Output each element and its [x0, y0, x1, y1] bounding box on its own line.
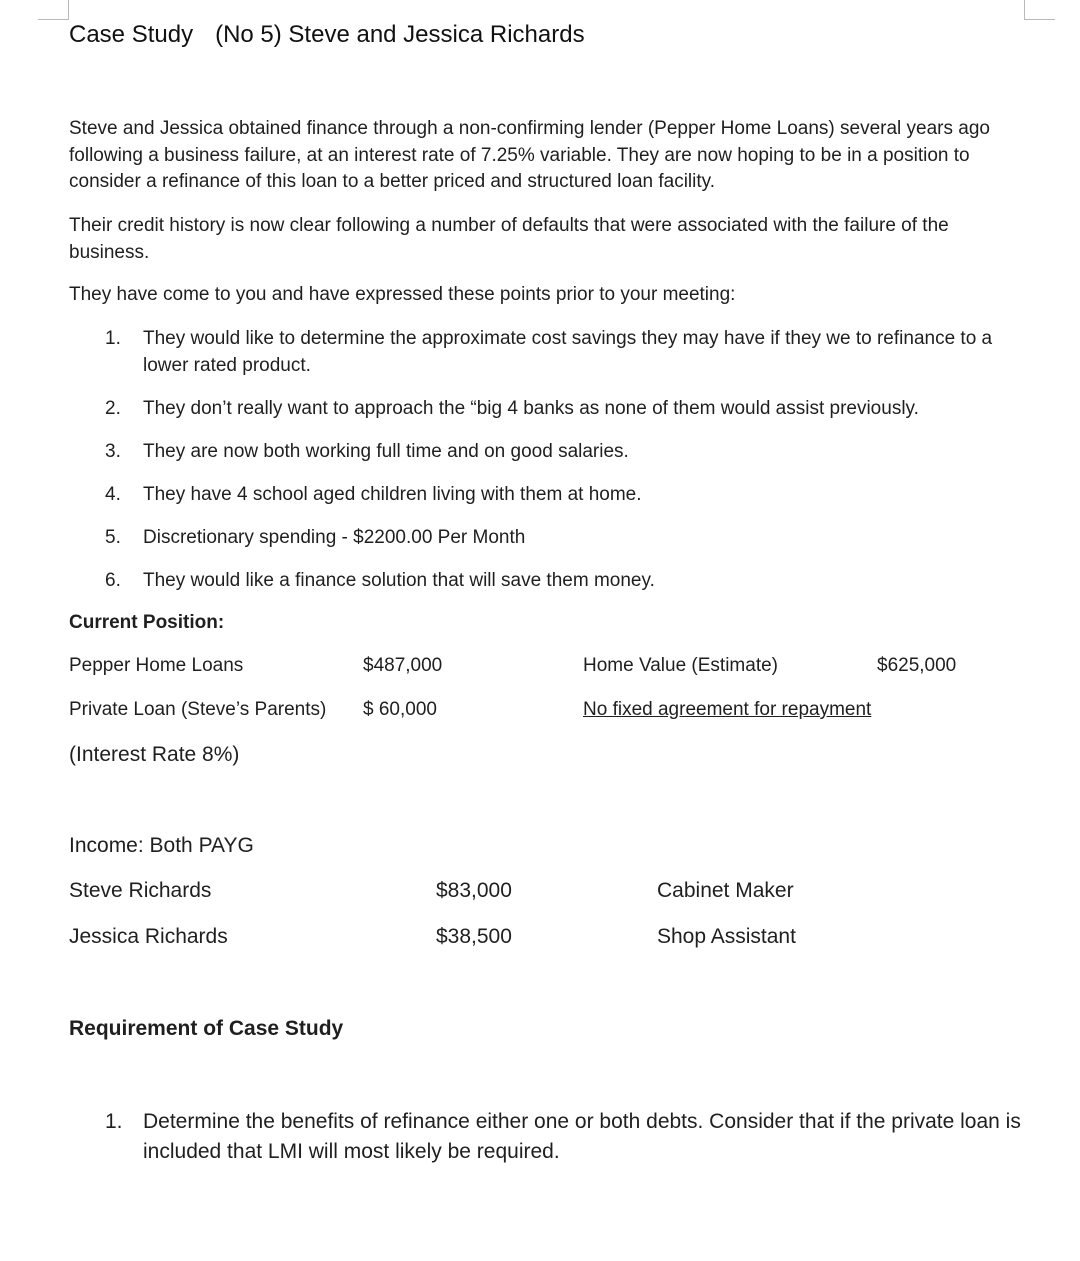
- intro-paragraph: Steve and Jessica obtained finance through a non-confirming lender (Pepper Home Loans) several years ago following a business failure, at an interest rate of 7.25% variable. They are now hoping to be in a position to consider a refinance of this loan to a better priced and structured loan facility.: [69, 118, 990, 192]
- point-text: They don’t really want to approach the “big 4 banks as none of them would assist previously.: [143, 398, 919, 419]
- title-case-name: (No 5) Steve and Jessica Richards: [215, 21, 585, 48]
- private-loan-value: $ 60,000: [363, 699, 437, 720]
- pepper-loan-value: $487,000: [363, 655, 443, 676]
- point-number: 6.: [105, 570, 121, 591]
- home-value-label: Home Value (Estimate): [583, 655, 778, 676]
- interest-rate-note: (Interest Rate 8%): [69, 743, 240, 766]
- person-name: Jessica Richards: [69, 925, 228, 948]
- requirement-text: Determine the benefits of refinance either one or both debts. Consider that if the private loan is included that LMI will most likely be required.: [143, 1110, 1021, 1163]
- private-loan-label: Private Loan (Steve’s Parents): [69, 699, 327, 720]
- page-corner-mark-right: [1024, 0, 1055, 20]
- person-occupation: Shop Assistant: [657, 925, 796, 948]
- point-number: 3.: [105, 441, 121, 462]
- person-occupation: Cabinet Maker: [657, 879, 794, 902]
- point-number: 4.: [105, 484, 121, 505]
- point-text: They have 4 school aged children living with them at home.: [143, 484, 642, 505]
- point-text: They would like to determine the approximate cost savings they may have if they we to refinance to a lower rated product.: [143, 328, 993, 376]
- credit-paragraph: Their credit history is now clear following a number of defaults that were associated with the failure of the business.: [69, 215, 949, 263]
- home-value-amount: $625,000: [877, 655, 957, 676]
- current-position-heading: Current Position:: [69, 612, 225, 633]
- point-text: They would like a finance solution that will save them money.: [143, 570, 655, 591]
- requirement-number: 1.: [105, 1110, 123, 1133]
- points-intro-paragraph: They have come to you and have expressed these points prior to your meeting:: [69, 284, 736, 305]
- title-case-label: Case Study: [69, 21, 194, 48]
- private-loan-note: No fixed agreement for repayment: [583, 699, 872, 720]
- person-salary: $38,500: [436, 925, 512, 948]
- pepper-loan-label: Pepper Home Loans: [69, 655, 244, 676]
- requirement-heading: Requirement of Case Study: [69, 1017, 344, 1040]
- point-text: Discretionary spending - $2200.00 Per Month: [143, 527, 526, 548]
- document-title: [69, 21, 585, 49]
- point-number: 5.: [105, 527, 121, 548]
- point-text: They are now both working full time and on good salaries.: [143, 441, 629, 462]
- page-corner-mark-left: [38, 0, 69, 20]
- point-number: 2.: [105, 398, 121, 419]
- person-name: Steve Richards: [69, 879, 212, 902]
- person-salary: $83,000: [436, 879, 512, 902]
- income-heading: Income: Both PAYG: [69, 834, 254, 857]
- point-number: 1.: [105, 328, 121, 349]
